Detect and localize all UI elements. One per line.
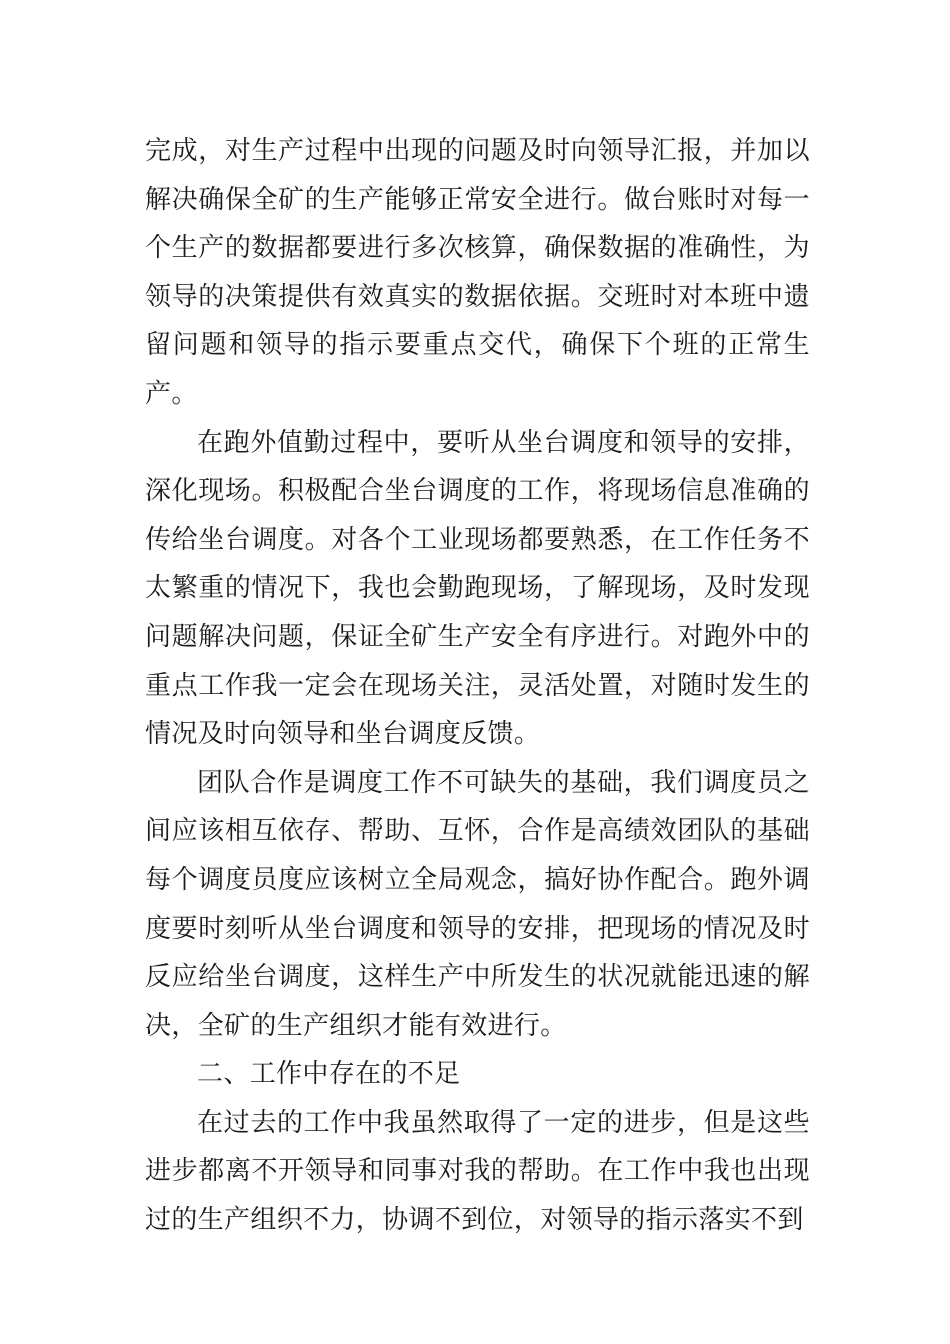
paragraph-field-duty: 在跑外值勤过程中，要听从坐台调度和领导的安排，深化现场。积极配合坐台调度的工作，将现场信息准确的传给坐台调度。对各个工业现场都要熟悉，在工作任务不太繁重的情况下，我也会勤跑现场，了解现场，及时发现问题解决问题，保证全矿生产安全有序进行。对跑外中的重点工作我一定会在现场关注，灵活处置，对随时发生的情况及时向领导和坐台调度反馈。 (145, 427, 810, 750)
paragraph-shortcomings: 在过去的工作中我虽然取得了一定的进步，但是这些进步都离不开领导和同事对我的帮助。在工作中我也出现过的生产组织不力，协调不到位，对领导的指示落实不到 (145, 1107, 810, 1236)
section-heading: 二、工作中存在的不足 (197, 1059, 461, 1090)
paragraph-continuation: 完成，对生产过程中出现的问题及时向领导汇报，并加以解决确保全矿的生产能够正常安全进行。做台账时对每一个生产的数据都要进行多次核算，确保数据的准确性，为领导的决策提供有效真实的数据依据。交班时对本班中遗留问题和领导的指示要重点交代，确保下个班的正常生产。 (145, 136, 810, 409)
document-body (145, 127, 810, 1245)
paragraph-teamwork: 团队合作是调度工作不可缺失的基础，我们调度员之间应该相互依存、帮助、互怀，合作是高绩效团队的基础每个调度员度应该树立全局观念，搞好协作配合。跑外调度要时刻听从坐台调度和领导的安排，把现场的情况及时反应给坐台调度，这样生产中所发生的状况就能迅速的解决，全矿的生产组织才能有效进行。 (145, 767, 810, 1041)
